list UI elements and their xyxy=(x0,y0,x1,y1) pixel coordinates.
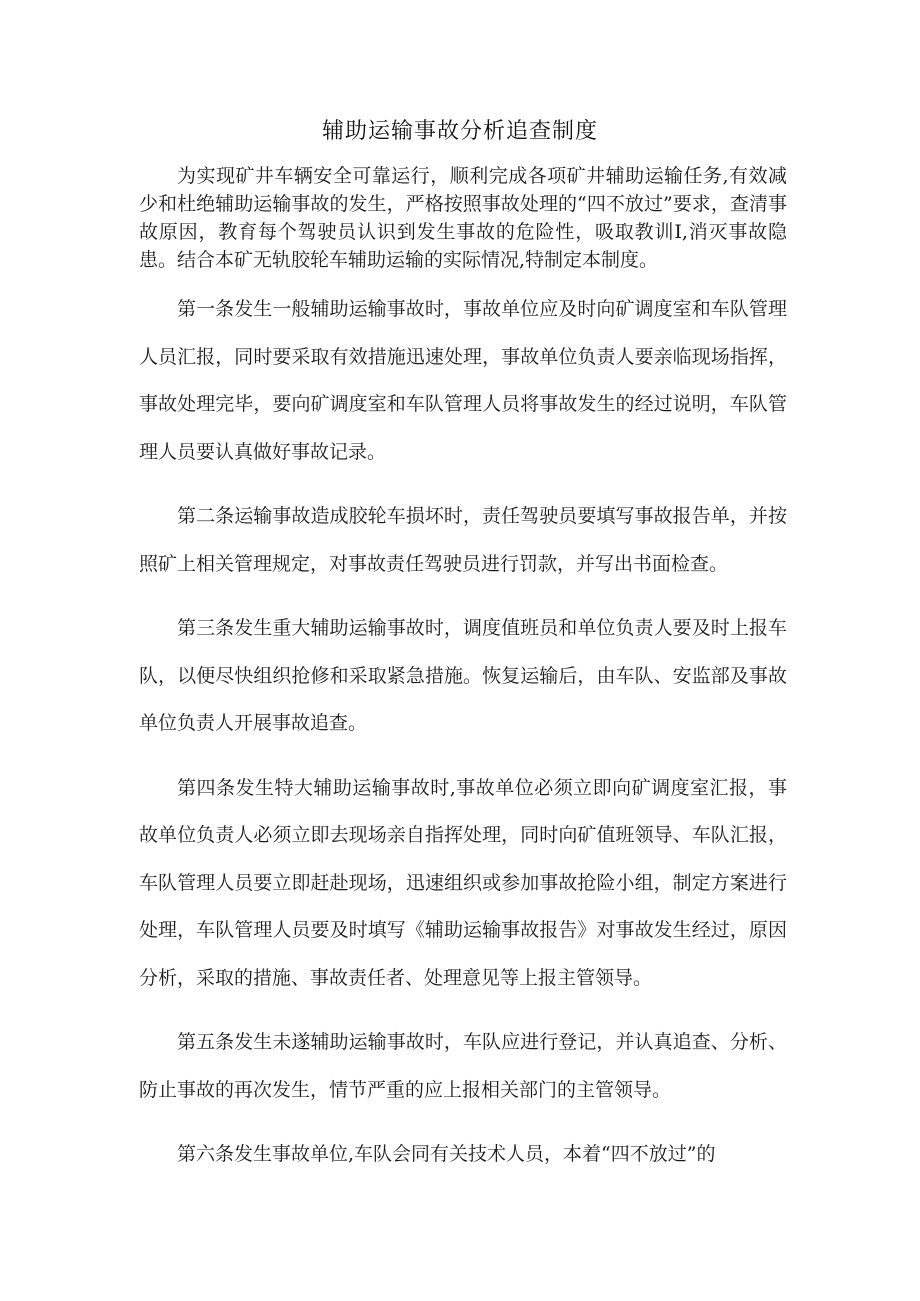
article-4: 第四条发生特大辅助运输事故时,事故单位必须立即向矿调度室汇报，事故单位负责人必须立即去现场亲自指挥处理，同时向矿值班领导、车队汇报，车队管理人员要立即赶赴现场，迅速组织或参加事故抢险小组，制定方案进行处理，车队管理人员要及时填写《辅助运输事故报告》对事故发生经过，原因分析，采取的措施、事故责任者、处理意见等上报主管领导。 xyxy=(139,776,787,989)
article-3: 第三条发生重大辅助运输事故时，调度值班员和单位负责人要及时上报车队，以便尽快组织抢修和采取紧急措施。恢复运输后，由车队、安监部及事故单位负责人开展事故追查。 xyxy=(139,617,787,734)
articles-section xyxy=(139,286,787,1196)
article-1: 第一条发生一般辅助运输事故时，事故单位应及时向矿调度室和车队管理人员汇报，同时要采取有效措施迅速处理，事故单位负责人要亲临现场指挥，事故处理完毕，要向矿调度室和车队管理人员将事故发生的经过说明，车队管理人员要认真做好事故记录。 xyxy=(139,298,787,463)
article-2: 第二条运输事故造成胶轮车损坏时，责任驾驶员要填写事故报告单，并按照矿上相关管理规定，对事故责任驾驶员进行罚款，并写出书面检查。 xyxy=(139,505,787,575)
intro-paragraph: 为实现矿井车辆安全可靠运行，顺利完成各项矿井辅助运输任务,有效减少和杜绝辅助运输事故的发生，严格按照事故处理的“四不放过”要求，查清事故原因，教育每个驾驶员认识到发生事故的危险性，吸取教训I,消灭事故隐患。结合本矿无轨胶轮车辅助运输的实际情况,特制定本制度。 xyxy=(139,165,787,271)
article-6: 第六条发生事故单位,车队会同有关技术人员，本着“四不放过”的 xyxy=(177,1143,716,1165)
article-5: 第五条发生未遂辅助运输事故时，车队应进行登记，并认真追查、分析、防止事故的再次发生，情节严重的应上报相关部门的主管领导。 xyxy=(139,1031,787,1101)
intro-section xyxy=(139,162,787,274)
document-title: 辅助运输事故分析追查制度 xyxy=(321,119,598,144)
